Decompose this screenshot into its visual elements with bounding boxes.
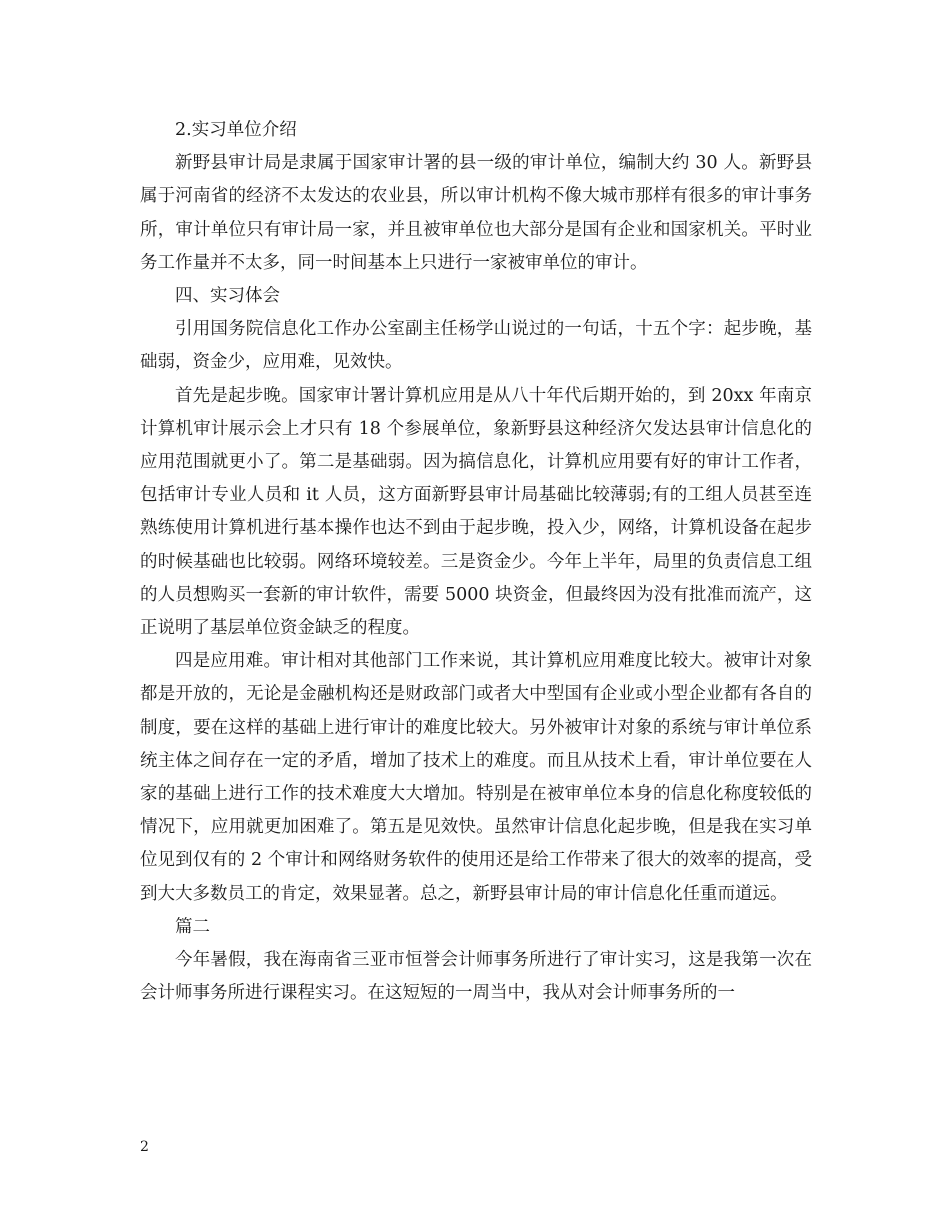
paragraph-unit-intro: 新野县审计局是隶属于国家审计署的县一级的审计单位，编制大约 30 人。新野县属于河南省的经济不太发达的农业县，所以审计机构不像大城市那样有很多的审计事务所，审计单位只有审计局一家，并且被审单位也大部分是国有企业和国家机关。平时业务工作量并不太多，同一时间基本上只进行一家被审单位的审计。 — [140, 153, 812, 273]
section-heading-experience: 四、实习体会 — [175, 286, 280, 307]
paragraph-summer-internship: 今年暑假，我在海南省三亚市恒誉会计师事务所进行了审计实习，这是我第一次在会计师事务所进行课程实习。在这短短的一周当中，我从对会计师事务所的一 — [140, 950, 812, 1004]
paragraph-late-start: 首先是起步晚。国家审计署计算机应用是从八十年代后期开始的，到 20xx 年南京计算机审计展示会上才只有 18 个参展单位，象新野县这种经济欠发达县审计信息化的应用范围就更小了。第二是基础弱。因为搞信息化，计算机应用要有好的审计工作者，包括审计专业人员和 it 人员，这方面新野县审计局基础比较薄弱;有的工组人员甚至连熟练使用计算机进行基本操作也达不到由于起步晚，投入少，网络，计算机设备在起步的时候基础也比较弱。网络环境较差。三是资金少。今年上半年，局里的负责信息工组的人员想购买一套新的审计软件，需要 5000 块资金，但最终因为没有批准而流产，这正说明了基层单位资金缺乏的程度。 — [140, 385, 812, 639]
section-heading-internship-unit: 2.实习单位介绍 — [175, 120, 297, 140]
section-heading-part-two: 篇二 — [175, 916, 210, 937]
paragraph-application-difficulty: 四是应用难。审计相对其他部门工作来说，其计算机应用难度比较大。被审计对象都是开放的，无论是金融机构还是财政部门或者大中型国有企业或小型企业都有各自的制度，要在这样的基础上进行审计的难度比较大。另外被审计对象的系统与审计单位系统主体之间存在一定的矛盾，增加了技术上的难度。而且从技术上看，审计单位要在人家的基础上进行工作的技术难度大大增加。特别是在被审单位本身的信息化称度较低的情况下，应用就更加困难了。第五是见效快。虽然审计信息化起步晚，但是我在实习单位见到仅有的 2 个审计和网络财务软件的使用还是给工作带来了很大的效率的提高，受到大大多数员工的肯定，效果显著。总之，新野县审计局的审计信息化任重而道远。 — [140, 651, 812, 904]
page-number: 2 — [140, 1139, 149, 1155]
document-body — [140, 114, 812, 1010]
paragraph-quote: 引用国务院信息化工作办公室副主任杨学山说过的一句话，十五个字：起步晚，基础弱，资金少，应用难，见效快。 — [140, 319, 812, 373]
